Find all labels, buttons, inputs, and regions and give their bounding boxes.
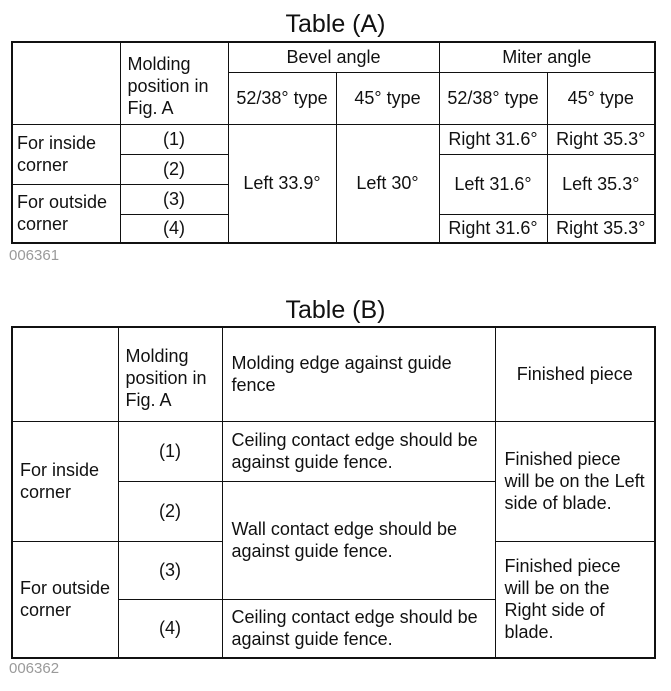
table-b-corner-cell [12,327,118,421]
table-a-miter-row1-type1: Right 31.6° [439,124,547,154]
table-a-bevel-value-type1: Left 33.9° [228,124,336,243]
table-a-bevel-value-type2: Left 30° [336,124,439,243]
table-a-miter-row4-type2: Right 35.3° [547,214,655,243]
table-a-corner-cell [12,42,120,124]
table-b-code: 006362 [9,660,60,677]
table-a-header-position: Molding position in Fig. A [120,42,228,124]
table-a-title: Table (A) [285,10,386,38]
table-a-header-bevel: Bevel angle [228,42,439,72]
table-a-bevel-type1: 52/38° type [228,72,336,124]
table-a-miter-mid-type2: Left 35.3° [547,154,655,214]
table-a-miter-row1-type2: Right 35.3° [547,124,655,154]
table-b-header-position: Molding position in Fig. A [118,327,222,421]
table-b-title: Table (B) [285,296,386,324]
table-a-miter-mid-type1: Left 31.6° [439,154,547,214]
table-a [11,41,656,244]
table-b-edge-ceiling-1: Ceiling contact edge should be against guide fence. [222,421,495,481]
table-b-edge-ceiling-4: Ceiling contact edge should be against guide fence. [222,599,495,658]
table-a-group-outside: For outside corner [12,184,120,243]
table-a-miter-row4-type1: Right 31.6° [439,214,547,243]
table-a-group-inside: For inside corner [12,124,120,184]
table-a-code: 006361 [9,247,60,264]
table-b [11,326,656,659]
table-b-header-finished: Finished piece [495,327,655,421]
table-b-group-outside: For outside corner [12,541,118,658]
table-b-finished-right: Finished piece will be on the Right side of blade. [495,541,655,658]
table-b-position-4: (4) [118,599,222,658]
table-a-position-2: (2) [120,154,228,184]
table-b-position-1: (1) [118,421,222,481]
table-b-position-2: (2) [118,481,222,541]
table-a-miter-type1: 52/38° type [439,72,547,124]
table-b-edge-wall: Wall contact edge should be against guide fence. [222,481,495,599]
table-b-header-edge: Molding edge against guide fence [222,327,495,421]
table-b-finished-left: Finished piece will be on the Left side of blade. [495,421,655,541]
table-a-position-3: (3) [120,184,228,214]
table-a-position-1: (1) [120,124,228,154]
table-b-group-inside: For inside corner [12,421,118,541]
table-a-miter-type2: 45° type [547,72,655,124]
table-a-position-4: (4) [120,214,228,243]
table-a-bevel-type2: 45° type [336,72,439,124]
table-a-header-miter: Miter angle [439,42,655,72]
table-b-position-3: (3) [118,541,222,599]
